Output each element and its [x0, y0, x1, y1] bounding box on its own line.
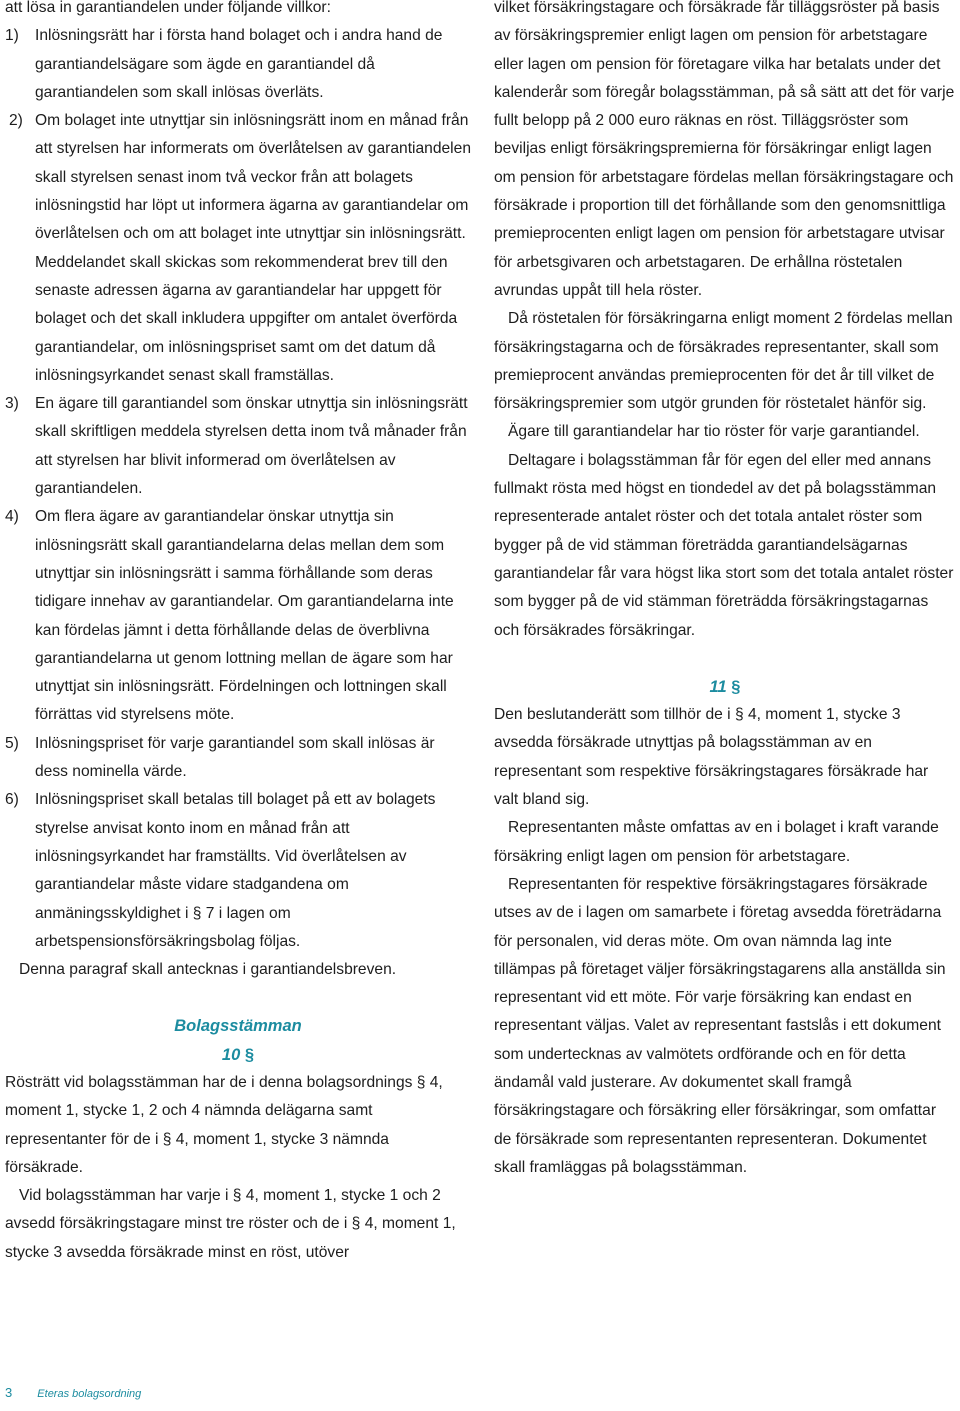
list-item [5, 730, 471, 787]
list-number: 3) [5, 395, 19, 413]
section-sign: § [731, 677, 741, 696]
chapter-heading: Bolagsstämman [174, 1017, 302, 1036]
section-11-paragraph-3: Representanten för respektive försäkringstagares försäkrade utses av de i lagen om samarbete i företag avsedda företrädarna för personalen, vid deras möte. Om ovan nämnda lag inte tillämpas på företaget väljer försäkringstagarens alla anställda sin representant vid ett möte. För varje försäkring kan endast en representant väljas. Valet av representant fastslås i ett dokument som undertecknas av valmötets ordförande och en för detta ändamål vald justerare. Av dokumentet skall framgå försäkringstagare och försäkring eller försäkringar, som omfattar de försäkrade som representanten representeran. Dokumentet skall framläggas på bolagsstämman. [494, 875, 946, 1176]
list-text: Inlösningspriset för varje garantiandel som skall inlösas är dess nominella värde. [35, 734, 435, 781]
list-text: Inlösningsrätt har i första hand bolaget och i andra hand de garantiandelsägare som ägde en garantiandel då garantiandelen som skall inlösas överläts. [35, 27, 443, 101]
list-text: En ägare till garantiandel som önskar utnyttja sin inlösningsrätt skall skriftligen meddela styrelsen detta inom två månader från att styrelsen har blivit informerad om överlåtelsen av garantiandelen. [35, 395, 468, 498]
list-text: Om flera ägare av garantiandelar önskar utnyttja sin inlösningsrätt skall garantiandelarna delas mellan dem som utnyttjar sin inlösningsrätt i samma förhållande som deras tidigare innehav av garantiandelar. Om garantiandelarna inte kan fördelas jämnt i detta förhållande delas de överblivna garantiandelarna ut genom lottning mellan de ägare som har utnyttjat sin inlösningsrätt. Fördelningen och lottningen skall förrättas vid styrelsens möte. [35, 508, 454, 724]
section-heading-10 [5, 1041, 471, 1069]
section-11-paragraph-1: Den beslutanderätt som tillhör de i § 4, moment 1, stycke 3 avsedda försäkrade utnyttjas på bolagsstämman av en representant som respektive försäkringstagares försäkrade har valt bland sig. [494, 706, 929, 809]
list-number: 2) [9, 112, 23, 130]
section-heading-11 [494, 673, 956, 701]
intro-text: att lösa in garantiandelen under följande villkor: [5, 0, 331, 16]
page-footer [5, 1384, 141, 1403]
list-number: 4) [5, 508, 19, 526]
section-number: 10 [221, 1045, 241, 1064]
spacer [494, 645, 956, 673]
list-number: 6) [5, 791, 19, 809]
document-title: Eteras bolagsordning [37, 1388, 142, 1400]
list-number: 5) [5, 734, 19, 752]
list-number: 1) [5, 27, 19, 45]
section-10-paragraph-1: Rösträtt vid bolagsstämman har de i denna bolagsordnings § 4, moment 1, stycke 1, 2 och 4 nämnda delägarna samt representanter för de i § 4, moment 1, stycke 3 nämnda försäkrade. [5, 1073, 443, 1176]
right-paragraph-3: Ägare till garantiandelar har tio röster för varje garantiandel. [508, 423, 920, 441]
list-text: Inlösningspriset skall betalas till bolaget på ett av bolagets styrelse anvisat konto inom en månad från att inlösningsyrkandet har framställts. Vid överlåtelsen av garantiandelar måste vidare stadgandena om anmäningsskyldighet i § 7 i lagen om arbetspensionsförsäkringsbolag följas. [35, 791, 436, 950]
list-item [5, 390, 471, 503]
right-paragraph-4: Deltagare i bolagsstämman får för egen del eller med annans fullmakt rösta med högst en tiondedel av det på bolagsstämman representerade antalet röster och det totala antalet röster som bygger på de vid stämman företrädda garantiandelsägarnas garantiandelar får vara högst lika stort som det totala antalet röster som bygger på de vid stämman företrädda försäkringstagarnas och försäkrades försäkringar. [494, 451, 954, 639]
right-paragraph-1: vilket försäkringstagare och försäkrade får tilläggsröster på basis av försäkringspremier enligt lagen om pension för arbetstagare eller lagen om pension för företagare vilka har betalats under det kalenderår som föregår bolagsstämman, på så sätt att det för varje fullt belopp på 2 000 euro räknas en röst. Tilläggsröster som beviljas enligt försäkringspremierna för försäkringar enligt lagen om pension för arbetstagare fördelas mellan försäkringstagare och försäkrade i proportion till det förhållande som den genomsnittliga premieprocenten enligt lagen om pension för arbetstagare utvisar för arbetsgivaren och arbetstagaren. De erhållna röstetalen avrundas uppåt till hela röster. [494, 0, 955, 299]
right-column [494, 0, 956, 1182]
closing-paragraph: Denna paragraf skall antecknas i garantiandelsbreven. [19, 961, 397, 979]
section-number: 11 [709, 677, 727, 696]
section-10-paragraph-2: Vid bolagsstämman har varje i § 4, moment 1, stycke 1 och 2 avsedd försäkringstagare minst tre röster och de i § 4, moment 1, stycke 3 avsedda försäkrade minst en röst, utöver [5, 1187, 456, 1261]
left-column [5, 0, 471, 1267]
list-item [5, 503, 471, 729]
list-text: Om bolaget inte utnyttjar sin inlösningsrätt inom en månad från att styrelsen har informerats om överlåtelsen av garantiandelen skall styrelsen senast inom två veckor från att bolagets inlösningstid har löpt ut informera ägarna av garantiandelar om överlåtelsen och om att bolaget inte utnyttjar sin inlösningsrätt. Meddelandet skall skickas som rekommenderat brev till den senaste adressen ägarna av garantiandelar har uppgett för bolaget och det skall inkludera uppgifter om antalet överförda garantiandelar, om inlösningspriset samt om det datum då inlösningsyrkandet senast skall framställas. [35, 112, 471, 384]
section-sign: § [244, 1045, 255, 1064]
right-paragraph-2: Då röstetalen för försäkringarna enligt moment 2 fördelas mellan försäkringstagarna och de försäkrades representanter, skall som premieprocent användas premieprocenten för det år till vilket de försäkringspremier som utgör grunden för röstetalet hänför sig. [494, 310, 953, 413]
list-item [5, 22, 471, 107]
section-11-paragraph-2: Representanten måste omfattas av en i bolaget i kraft varande försäkring enligt lagen om pension för arbetstagare. [494, 819, 939, 865]
list-item [5, 107, 471, 390]
page-number: 3 [5, 1385, 13, 1400]
list-item [5, 786, 471, 956]
spacer [5, 984, 471, 1012]
